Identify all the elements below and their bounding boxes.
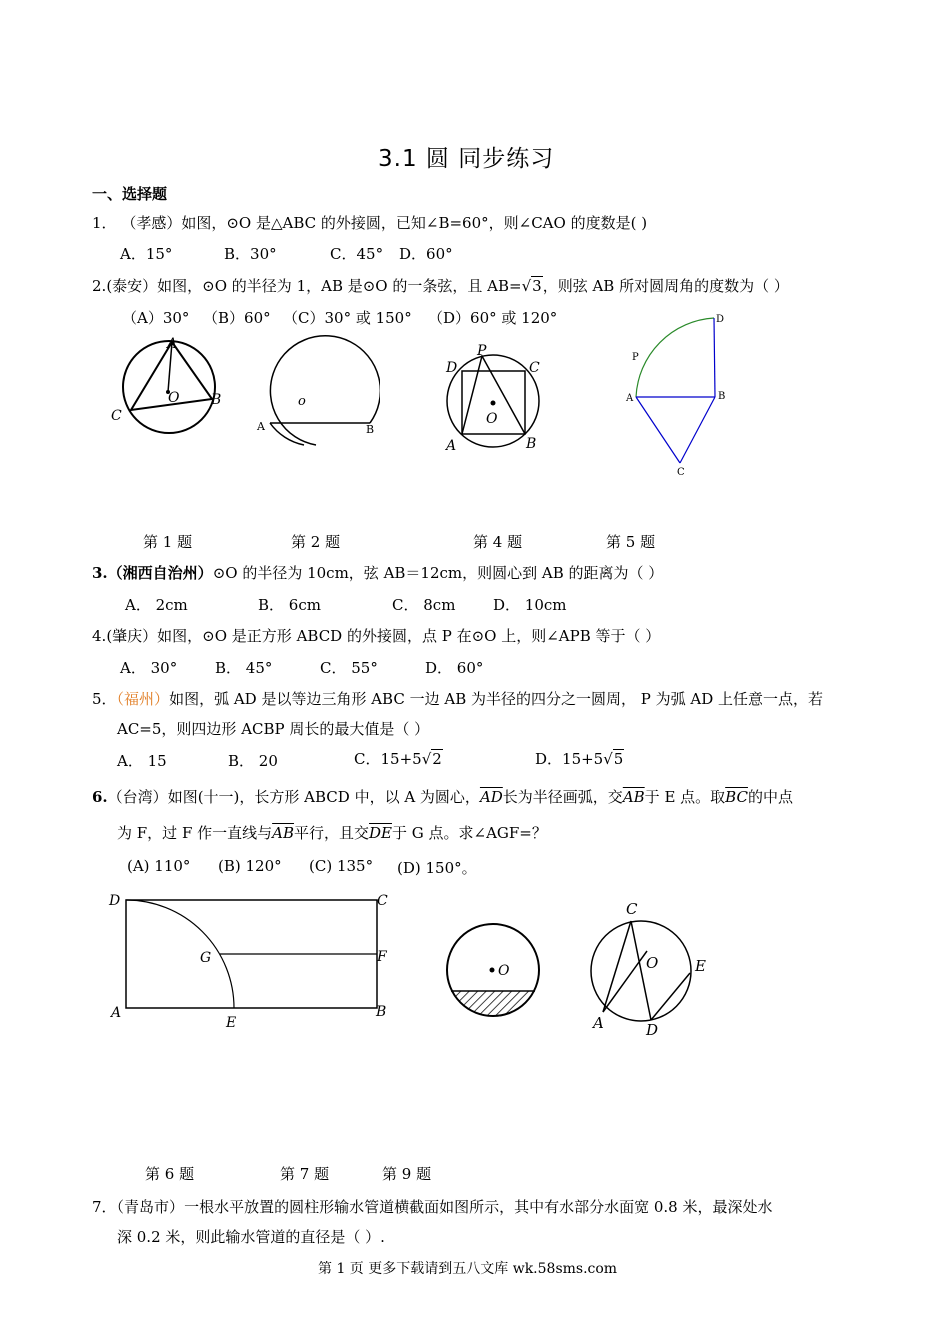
question-4	[92, 625, 660, 646]
q3-option-a: A． 2cm	[125, 596, 188, 614]
q6-num: 6.	[92, 788, 108, 806]
label-C: C	[377, 893, 388, 909]
q7-line2: 深 0.2 米，则此输水管道的直径是（ ）.	[117, 1228, 385, 1246]
q6-arc-ad: $\overline{AD}$	[479, 788, 503, 806]
label-O: O	[646, 954, 659, 972]
q2-text-a: 如图，⊙O 的半径为 1，AB 是⊙O 的一条弦，且 AB=	[157, 277, 522, 295]
label-o: o	[298, 394, 306, 409]
label-D: D	[716, 314, 725, 325]
q3-num: 3.	[92, 564, 108, 582]
sqrt-symbol: √	[603, 750, 613, 768]
q5-option-c-sqrt: 2	[432, 750, 442, 768]
q1-source: （孝感）	[121, 214, 182, 232]
q6-arc-ab: $\overline{AB}$	[622, 788, 645, 806]
q3-option-d: D． 10cm	[493, 596, 567, 614]
label-E: E	[695, 957, 706, 975]
q6-option-c: (C) 135°	[309, 857, 374, 875]
q2-option-a: （A）30°	[122, 309, 190, 327]
label-B: B	[718, 391, 726, 402]
label-B: B	[526, 436, 537, 452]
label-A: A	[593, 1014, 604, 1032]
q7-source: （青岛市）	[116, 1198, 185, 1216]
question-6-line2	[117, 822, 547, 843]
page-title: 3.1 圆 同步练习	[378, 146, 555, 172]
q6-l2c: 于 G 点。求∠AGF=？	[391, 824, 547, 842]
question-7	[92, 1196, 772, 1217]
q5-option-d-sqrt: 5	[613, 750, 624, 768]
q6-arc-bc: $\overline{BC}$	[725, 788, 748, 806]
q3-text: ⊙O 的半径为 10cm，弦 AB＝12cm，则圆心到 AB 的距离为（ ）	[212, 564, 664, 582]
label-A: A	[111, 1005, 122, 1021]
question-1	[92, 212, 647, 233]
q5-option-d	[535, 748, 624, 769]
q6-option-a: (A) 110°	[127, 857, 191, 875]
q5-num: 5．	[92, 690, 117, 708]
q2-option-c: （C）30° 或 150°	[283, 309, 412, 327]
label-O: O	[498, 963, 510, 979]
q4-option-b: B． 45°	[215, 659, 273, 677]
figure-5	[620, 305, 740, 480]
q5-source: （福州）	[116, 690, 170, 708]
q3-source: （湘西自治州）	[107, 564, 213, 582]
label-P: P	[477, 343, 487, 359]
figure-7	[440, 918, 550, 1023]
q3-option-b: B． 6cm	[258, 596, 321, 614]
q1-option-b: B．30°	[224, 245, 277, 263]
label-O: O	[168, 390, 180, 406]
q5-option-b: B． 20	[228, 752, 278, 770]
label-D: D	[109, 893, 121, 909]
caption-fig-2: 第 2 题	[291, 533, 341, 551]
q6-l1a: 如图(十一)，长方形 ABCD 中，以 A 为圆心，	[167, 788, 480, 806]
question-3	[92, 562, 663, 583]
label-C: C	[529, 360, 540, 376]
q6-arc-de: $\overline{DE}$	[369, 824, 392, 842]
q1-num: 1．	[92, 214, 117, 232]
figure-1	[105, 330, 235, 450]
figure-6	[105, 888, 405, 1033]
q6-l2a: 为 F，过 F 作一直线与	[117, 824, 273, 842]
label-B: B	[366, 423, 375, 436]
sqrt-symbol: √	[421, 750, 432, 768]
label-A: A	[446, 438, 457, 454]
label-C: C	[111, 408, 122, 424]
q4-option-a: A． 30°	[120, 659, 178, 677]
label-D: D	[446, 360, 458, 376]
figure-4	[440, 340, 550, 455]
caption-fig-1: 第 1 题	[143, 533, 193, 551]
figure-2	[250, 335, 380, 455]
label-A: A	[167, 336, 178, 352]
caption-fig-5: 第 5 题	[606, 533, 656, 551]
q5-line2: AC=5，则四边形 ACBP 周长的最大值是（ ）	[117, 720, 430, 738]
q5-line1: 如图，弧 AD 是以等边三角形 ABC 一边 AB 为半径的四分之一圆周， P 为弧 AD 上任意一点，若	[169, 690, 824, 708]
label-F: F	[377, 949, 387, 965]
caption-fig-9: 第 9 题	[382, 1165, 432, 1183]
label-O: O	[486, 411, 498, 427]
label-D: D	[646, 1021, 659, 1039]
figure-9	[585, 895, 715, 1040]
q1-option-c: C．45°	[330, 245, 384, 263]
q4-option-c: C． 55°	[320, 659, 378, 677]
q6-l1d: 的中点	[747, 788, 793, 806]
q4-option-d: D． 60°	[425, 659, 484, 677]
section-heading: 一、选择题	[92, 185, 168, 203]
label-E: E	[226, 1015, 237, 1031]
q5-option-c	[354, 748, 443, 769]
question-5	[92, 688, 823, 709]
q6-l1c: 于 E 点。取	[644, 788, 726, 806]
label-P: P	[632, 352, 639, 363]
caption-fig-7: 第 7 题	[280, 1165, 330, 1183]
q6-option-d: (D) 150°。	[397, 859, 477, 877]
q2-option-d: （D）60° 或 120°	[428, 309, 558, 327]
q6-option-b: (B) 120°	[218, 857, 282, 875]
q5-option-a: A． 15	[117, 752, 167, 770]
label-A: A	[626, 393, 634, 404]
q1-option-a: A．15°	[120, 245, 173, 263]
question-6	[92, 786, 793, 807]
q5-option-c-text: C．15+5	[354, 750, 422, 768]
q7-num: 7．	[92, 1198, 117, 1216]
label-B: B	[376, 1004, 387, 1020]
q5-option-d-text: D．15+5	[535, 750, 604, 768]
q3-option-c: C． 8cm	[392, 596, 456, 614]
q2-sqrt: 3	[532, 277, 542, 295]
q6-l2-ab: $\overline{AB}$	[272, 824, 294, 842]
q6-l2b: 平行，且交	[293, 824, 369, 842]
q7-line1: 一根水平放置的圆柱形输水管道横截面如图所示，其中有水部分水面宽 0.8 米，最深处水	[184, 1198, 773, 1216]
label-A: A	[257, 420, 265, 433]
q2-option-b: （B）60°	[203, 309, 271, 327]
sqrt-symbol: √	[521, 277, 532, 295]
q2-num: 2.	[92, 277, 107, 295]
label-C: C	[677, 467, 685, 478]
label-B: B	[211, 392, 222, 408]
q6-l1b: 长为半径画弧，交	[502, 788, 623, 806]
q4-num: 4.	[92, 627, 107, 645]
page-footer: 第 1 页 更多下载请到五八文库 wk.58sms.com	[318, 1261, 618, 1277]
q6-source: （台湾）	[107, 788, 168, 806]
label-G: G	[200, 950, 212, 966]
q4-source: (肇庆）	[106, 627, 158, 645]
caption-fig-4: 第 4 题	[473, 533, 523, 551]
label-C: C	[626, 900, 638, 918]
q2-text-b: ，则弦 AB 所对圆周角的度数为（ ）	[542, 277, 789, 295]
q4-text: 如图，⊙O 是正方形 ABCD 的外接圆，点 P 在⊙O 上，则∠APB 等于（ ）	[157, 627, 661, 645]
caption-fig-6: 第 6 题	[145, 1165, 195, 1183]
question-2	[92, 275, 789, 296]
q2-source: (泰安）	[106, 277, 158, 295]
q1-option-d: D．60°	[399, 245, 453, 263]
q1-text: 如图，⊙O 是△ABC 的外接圆，已知∠B=60°，则∠CAO 的度数是( )	[181, 214, 648, 232]
